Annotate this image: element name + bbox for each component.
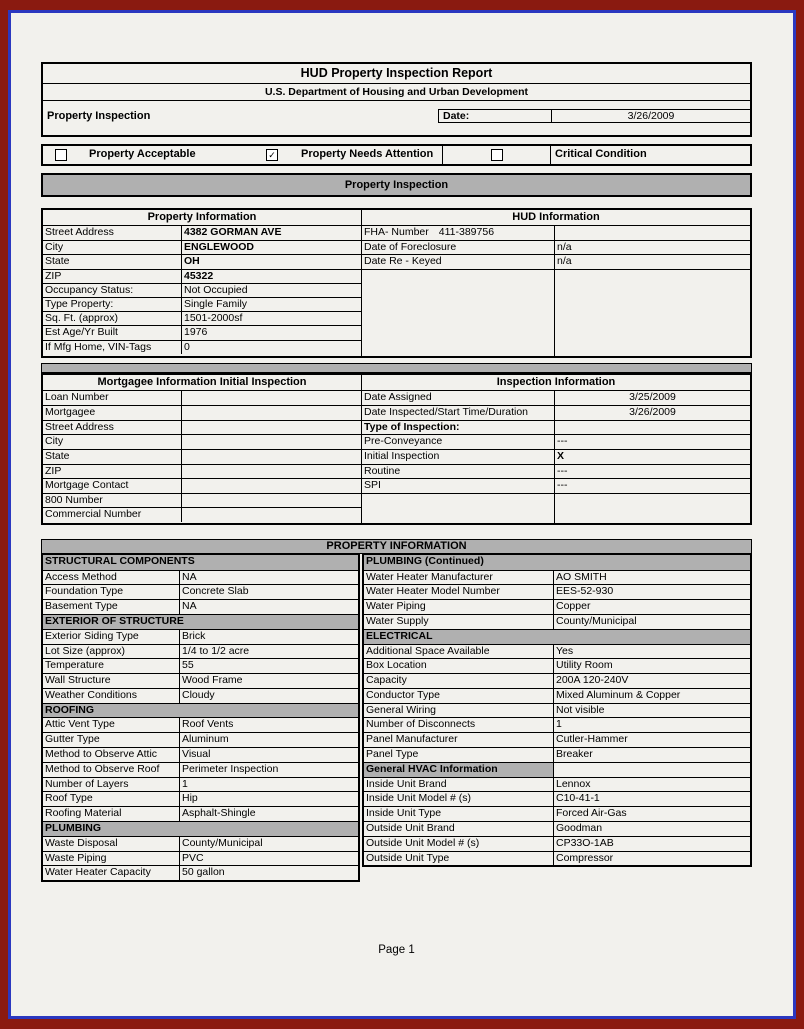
form-row — [43, 806, 358, 821]
field-label: Commercial Number — [43, 508, 182, 522]
field-label: Water Heater Model Number — [364, 585, 554, 599]
field-label: Water Heater Manufacturer — [364, 571, 554, 585]
field-label: Lot Size (approx) — [43, 645, 180, 659]
section-header — [43, 375, 750, 391]
field-label: Method to Observe Roof — [43, 763, 180, 777]
field-label: Access Method — [43, 571, 180, 585]
field-value — [182, 479, 361, 493]
field-value — [182, 494, 361, 508]
property-acceptable-checkbox[interactable] — [55, 149, 67, 161]
field-value: AO SMITH — [556, 570, 607, 583]
field-value: Cloudy — [182, 688, 215, 701]
fha-number-cell — [362, 226, 555, 240]
field-label: Additional Space Available — [364, 645, 554, 659]
divider — [550, 146, 551, 164]
section-header — [43, 210, 750, 226]
property-information-header: Property Information — [43, 210, 362, 225]
form-row — [43, 226, 361, 240]
form-row — [43, 747, 358, 762]
field-value: n/a — [557, 255, 572, 268]
field-value — [182, 421, 361, 435]
field-value: Brick — [182, 629, 206, 642]
form-row — [364, 673, 750, 688]
form-row — [43, 325, 361, 339]
field-value: 200A 120-240V — [556, 674, 629, 687]
hud-info-rows — [362, 226, 750, 356]
form-row — [43, 405, 361, 420]
mortgagee-rows — [43, 391, 362, 523]
empty-cell-area — [362, 269, 750, 356]
field-value: 1 — [556, 718, 562, 731]
field-label: Inside Unit Type — [364, 807, 554, 821]
field-value: Lennox — [556, 777, 591, 790]
field-value: Breaker — [556, 748, 593, 761]
field-value — [182, 391, 361, 406]
field-value: Goodman — [556, 822, 603, 835]
field-value: C10-41-1 — [556, 792, 600, 805]
field-value: Concrete Slab — [182, 585, 249, 598]
form-row — [362, 405, 750, 420]
field-label: Panel Manufacturer — [364, 733, 554, 747]
field-label: Foundation Type — [43, 585, 180, 599]
field-label: City — [43, 435, 182, 449]
field-label: Date of Foreclosure — [362, 241, 555, 254]
field-value: Not visible — [556, 703, 605, 716]
field-label: City — [43, 241, 182, 254]
form-row — [364, 570, 750, 585]
field-label: Initial Inspection — [362, 450, 555, 464]
property-details-section — [41, 554, 752, 883]
field-label: ZIP — [43, 465, 182, 479]
form-row — [43, 449, 361, 464]
form-row — [43, 297, 361, 311]
form-row — [43, 703, 358, 718]
field-value: 3/25/2009 — [629, 390, 676, 403]
field-label: ELECTRICAL — [366, 629, 433, 642]
date-field — [438, 109, 750, 123]
date-label: Date: — [439, 110, 552, 122]
form-row — [43, 555, 358, 570]
field-value: X — [557, 449, 565, 462]
field-value: 50 gallon — [182, 866, 225, 879]
form-row — [364, 791, 750, 806]
form-row — [43, 311, 361, 325]
form-row — [43, 507, 361, 522]
field-label: Box Location — [364, 659, 554, 673]
field-label: Method to Observe Attic — [43, 748, 180, 762]
section-body — [43, 226, 750, 356]
title-block — [41, 62, 752, 137]
form-row — [43, 240, 361, 254]
form-row — [364, 614, 750, 629]
form-row — [364, 851, 750, 866]
form-row — [43, 391, 361, 406]
form-row — [364, 747, 750, 762]
critical-condition-label: Critical Condition — [555, 148, 647, 160]
property-info-section — [41, 208, 752, 358]
field-label: PLUMBING (Continued) — [366, 554, 484, 567]
form-row — [43, 269, 361, 283]
field-value: NA — [182, 600, 197, 613]
field-label: PLUMBING — [45, 822, 101, 835]
field-value: 3/26/2009 — [629, 406, 676, 419]
field-label: FHA- Number — [364, 226, 429, 238]
field-value: --- — [557, 464, 568, 477]
form-row — [43, 865, 358, 880]
field-value: Forced Air-Gas — [556, 807, 627, 820]
form-row — [362, 420, 750, 435]
field-label: Mortgage Contact — [43, 479, 182, 493]
form-row — [43, 791, 358, 806]
field-value: NA — [182, 570, 197, 583]
property-needs-attention-label: Property Needs Attention — [301, 148, 434, 160]
field-value: Aluminum — [182, 733, 229, 746]
form-row — [43, 420, 361, 435]
property-inspection-band: Property Inspection — [41, 173, 752, 197]
field-label: ZIP — [43, 270, 182, 283]
field-label: Number of Disconnects — [364, 718, 554, 732]
form-row — [43, 629, 358, 644]
form-row — [362, 478, 750, 493]
field-value: County/Municipal — [556, 614, 637, 627]
form-row — [43, 673, 358, 688]
field-label: Date Assigned — [362, 391, 555, 406]
field-label: Loan Number — [43, 391, 182, 406]
field-value: 55 — [182, 659, 194, 672]
date-value: 3/26/2009 — [627, 110, 675, 122]
field-label: Capacity — [364, 674, 554, 688]
field-label: State — [43, 450, 182, 464]
inspection-info-rows — [362, 391, 750, 523]
field-label: Gutter Type — [43, 733, 180, 747]
field-value: n/a — [557, 241, 572, 254]
field-value: 1976 — [184, 326, 208, 339]
field-label: Number of Layers — [43, 778, 180, 792]
details-left-column — [41, 554, 360, 883]
form-row — [43, 762, 358, 777]
section-body — [43, 391, 750, 523]
form-row — [364, 836, 750, 851]
field-label: Water Piping — [364, 600, 554, 614]
field-value: Single Family — [184, 297, 248, 310]
field-value: Utility Room — [556, 659, 613, 672]
field-value: 1 — [182, 777, 188, 790]
form-row — [43, 836, 358, 851]
details-right-column — [362, 554, 752, 868]
property-info-rows — [43, 226, 362, 356]
field-label: Panel Type — [364, 748, 554, 762]
field-label: Outside Unit Model # (s) — [364, 837, 554, 851]
field-value: 1/4 to 1/2 acre — [182, 644, 250, 657]
form-row — [43, 599, 358, 614]
field-label: Type Property: — [43, 298, 182, 311]
field-label: Waste Disposal — [43, 837, 180, 851]
form-row — [43, 434, 361, 449]
form-row — [43, 493, 361, 508]
field-value: 45322 — [184, 269, 214, 282]
property-acceptable-label: Property Acceptable — [89, 148, 196, 160]
form-row — [364, 644, 750, 659]
form-row — [43, 688, 358, 703]
form-row — [362, 449, 750, 464]
field-value: OH — [184, 255, 200, 268]
form-row — [43, 732, 358, 747]
mortgagee-inspection-section — [41, 373, 752, 525]
field-label: EXTERIOR OF STRUCTURE — [45, 614, 184, 627]
field-value: Yes — [556, 644, 574, 657]
field-label: ROOFING — [45, 703, 94, 716]
form-row — [364, 555, 750, 570]
form-row — [43, 254, 361, 268]
field-label: Roofing Material — [43, 807, 180, 821]
field-value: Wood Frame — [182, 674, 243, 687]
field-value: 1501-2000sf — [184, 312, 243, 325]
form-row — [364, 599, 750, 614]
field-value: --- — [557, 435, 568, 448]
header-date-row — [43, 101, 750, 135]
form-row — [364, 584, 750, 599]
field-value: CP33O-1AB — [556, 836, 614, 849]
field-label: Water Supply — [364, 615, 554, 629]
field-value — [182, 465, 361, 479]
property-information-band: PROPERTY INFORMATION — [41, 539, 752, 554]
form-row — [362, 391, 750, 406]
field-label: Wall Structure — [43, 674, 180, 688]
hud-information-header: HUD Information — [512, 211, 600, 223]
form-row — [364, 658, 750, 673]
field-label: Conductor Type — [364, 689, 554, 703]
field-label: Est Age/Yr Built — [43, 326, 182, 339]
critical-condition-checkbox[interactable] — [491, 149, 503, 161]
field-value: EES-52-930 — [556, 585, 614, 598]
field-label: Inside Unit Model # (s) — [364, 792, 554, 806]
field-label: Date Re - Keyed — [362, 255, 555, 268]
empty-cell-area — [362, 493, 750, 523]
field-value — [182, 508, 361, 522]
field-value — [182, 406, 361, 420]
field-label: STRUCTURAL COMPONENTS — [45, 554, 195, 567]
field-label: Water Heater Capacity — [43, 866, 180, 880]
form-row — [362, 240, 750, 254]
field-label: State — [43, 255, 182, 268]
document-page — [8, 10, 796, 1019]
field-value: Copper — [556, 600, 591, 613]
field-label: Street Address — [43, 226, 182, 240]
field-value: ENGLEWOOD — [184, 241, 254, 254]
field-label: Occupancy Status: — [43, 284, 182, 297]
property-inspection-label: Property Inspection — [47, 110, 151, 122]
field-value: Hip — [182, 792, 198, 805]
field-value: Cutler-Hammer — [556, 733, 628, 746]
form-row — [43, 283, 361, 297]
field-label: Basement Type — [43, 600, 180, 614]
field-value — [554, 763, 750, 777]
field-label: Roof Type — [43, 792, 180, 806]
divider — [442, 146, 443, 164]
form-row — [364, 688, 750, 703]
field-label: Waste Piping — [43, 852, 180, 866]
page-number: Page 1 — [378, 944, 415, 957]
field-label: 800 Number — [43, 494, 182, 508]
field-value: PVC — [182, 851, 204, 864]
field-label: Outside Unit Brand — [364, 822, 554, 836]
field-label: Routine — [362, 465, 555, 479]
status-checkbox-row — [41, 144, 752, 166]
form-row — [43, 658, 358, 673]
field-value — [182, 450, 361, 464]
form-row — [364, 703, 750, 718]
field-label: Mortgagee — [43, 406, 182, 420]
form-row — [43, 644, 358, 659]
mortgagee-information-header: Mortgagee Information Initial Inspection — [43, 375, 362, 390]
inspection-information-header: Inspection Information — [496, 375, 616, 388]
field-value — [555, 226, 750, 240]
field-value: Visual — [182, 748, 211, 761]
field-value: Perimeter Inspection — [182, 762, 279, 775]
field-value: 0 — [184, 340, 190, 353]
field-label: Attic Vent Type — [43, 718, 180, 732]
form-row — [43, 851, 358, 866]
form-row — [364, 732, 750, 747]
field-label: Date Inspected/Start Time/Duration — [362, 406, 555, 420]
field-value: Mixed Aluminum & Copper — [556, 688, 681, 701]
form-row — [43, 570, 358, 585]
form-row — [362, 464, 750, 479]
field-label: Pre-Conveyance — [362, 435, 555, 449]
field-value — [555, 421, 750, 435]
field-value: Asphalt-Shingle — [182, 807, 256, 820]
field-value: County/Municipal — [182, 836, 263, 849]
field-value: Roof Vents — [182, 718, 234, 731]
form-row — [43, 717, 358, 732]
form-row — [43, 464, 361, 479]
form-row — [43, 614, 358, 629]
field-label: Weather Conditions — [43, 689, 180, 703]
field-label: Inside Unit Brand — [364, 778, 554, 792]
form-row — [362, 254, 750, 268]
field-value: 411-389756 — [438, 226, 495, 238]
report-subtitle: U.S. Department of Housing and Urban Development — [43, 84, 750, 101]
form-row — [364, 762, 750, 777]
field-label: Type of Inspection: — [362, 421, 555, 435]
field-label: Sq. Ft. (approx) — [43, 312, 182, 325]
form-row — [43, 478, 361, 493]
field-label: General HVAC Information — [364, 763, 554, 777]
field-label: Exterior Siding Type — [43, 630, 180, 644]
hud-inspection-form — [41, 62, 752, 956]
field-label: Street Address — [43, 421, 182, 435]
field-label: Outside Unit Type — [364, 852, 554, 866]
form-row — [364, 777, 750, 792]
field-label: Temperature — [43, 659, 180, 673]
form-row — [43, 340, 361, 354]
report-title: HUD Property Inspection Report — [43, 64, 750, 84]
form-row — [362, 434, 750, 449]
field-value: --- — [557, 479, 568, 492]
form-row — [43, 584, 358, 599]
separator-band — [41, 363, 752, 373]
form-row — [362, 226, 750, 240]
form-row — [43, 777, 358, 792]
field-value — [182, 435, 361, 449]
form-row — [364, 717, 750, 732]
field-value: Compressor — [556, 851, 614, 864]
form-row — [364, 629, 750, 644]
property-needs-attention-checkbox[interactable] — [266, 149, 278, 161]
field-label: General Wiring — [364, 704, 554, 718]
field-label: If Mfg Home, VIN-Tags — [43, 341, 182, 354]
form-row — [43, 821, 358, 836]
field-label: SPI — [362, 479, 555, 493]
form-row — [364, 806, 750, 821]
check-icon: ✓ — [268, 150, 276, 160]
form-row — [364, 821, 750, 836]
field-value: Not Occupied — [184, 283, 248, 296]
field-value: 4382 GORMAN AVE — [184, 226, 282, 238]
